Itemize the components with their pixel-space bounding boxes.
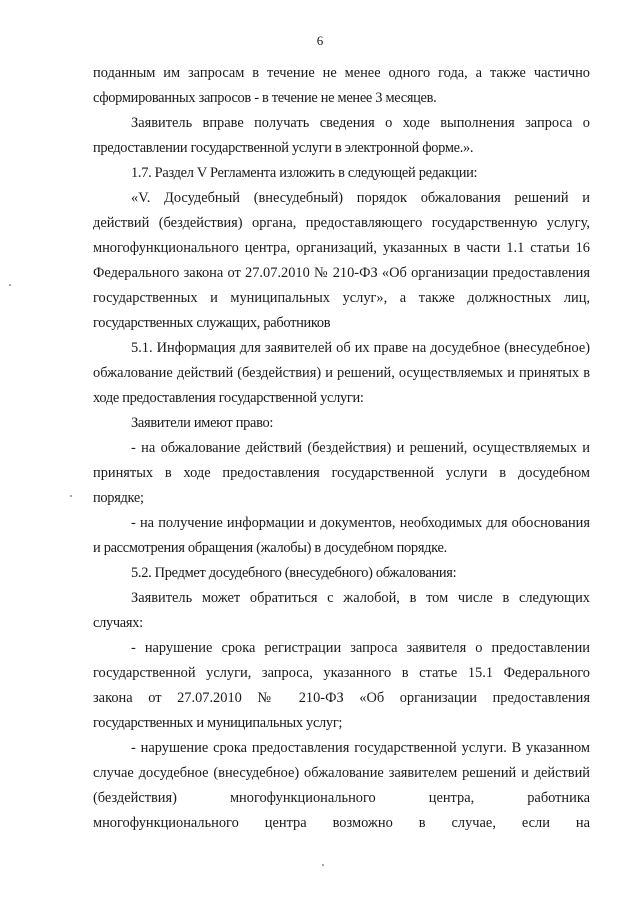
text-line: Заявители имеют право: [131,415,274,431]
text-line: (бездействия) многофункционального центра, работника [93,790,590,806]
text-line: 5.2. Предмет досудебного (внесудебного) обжалования: [131,565,457,581]
text-line: поданным им запросам в течение не менее одного года, а также частично [93,65,590,81]
text-line: Федерального закона от 27.07.2010 № 210-ФЗ «Об организации предоставления [93,265,590,281]
text-line: «V. Досудебный (внесудебный) порядок обжалования решений и [131,190,590,206]
text-line: многофункционального центра возможно в случае, если на [93,815,590,831]
text-line: предоставлении государственной услуги в электронной форме.». [93,140,474,156]
text-line: 1.7. Раздел V Регламента изложить в следующей редакции: [131,165,478,181]
page-number: 6 [316,33,324,48]
text-line: обжалование действий (бездействия) и решений, осуществляемых и принятых в [93,365,590,381]
text-line: Заявитель вправе получать сведения о ходе выполнения запроса о [131,115,590,131]
text-line: государственных и муниципальных услуг», а также должностных лиц, [93,290,590,306]
text-line: принятых в ходе предоставления государственной услуги в досудебном [93,465,590,481]
text-line: государственных и муниципальных услуг; [93,715,343,731]
text-line: 5.1. Информация для заявителей об их праве на досудебное (внесудебное) [131,340,590,356]
text-line: случаях: [93,615,143,631]
text-line: случае досудебное (внесудебное) обжалование заявителем решений и действий [93,765,590,781]
text-line: - нарушение срока предоставления государственной услуги. В указанном [131,740,590,756]
scan-speck [70,495,72,497]
text-line: и рассмотрения обращения (жалобы) в досудебном порядке. [93,540,447,556]
text-line: - нарушение срока регистрации запроса заявителя о предоставлении [131,640,590,656]
text-line: сформированных запросов - в течение не менее 3 месяцев. [93,90,437,106]
text-line: закона от 27.07.2010 № 210-ФЗ «Об организации предоставления [93,690,590,706]
text-line: - на получение информации и документов, необходимых для обоснования [131,515,590,531]
text-line: Заявитель может обратиться с жалобой, в том числе в следующих [131,590,590,606]
scan-speck [9,284,11,286]
text-line: государственной услуги, запроса, указанного в статье 15.1 Федерального [93,665,590,681]
text-line: многофункционального центра, организаций, указанных в части 1.1 статьи 16 [93,240,590,256]
text-line: - на обжалование действий (бездействия) и решений, осуществляемых и [131,440,590,456]
scan-speck [322,864,324,866]
text-line: порядке; [93,490,144,506]
text-line: государственных служащих, работников [93,315,331,331]
text-line: действий (бездействия) органа, предоставляющего государственную услугу, [93,215,590,231]
text-line: ходе предоставления государственной услуги: [93,390,364,406]
